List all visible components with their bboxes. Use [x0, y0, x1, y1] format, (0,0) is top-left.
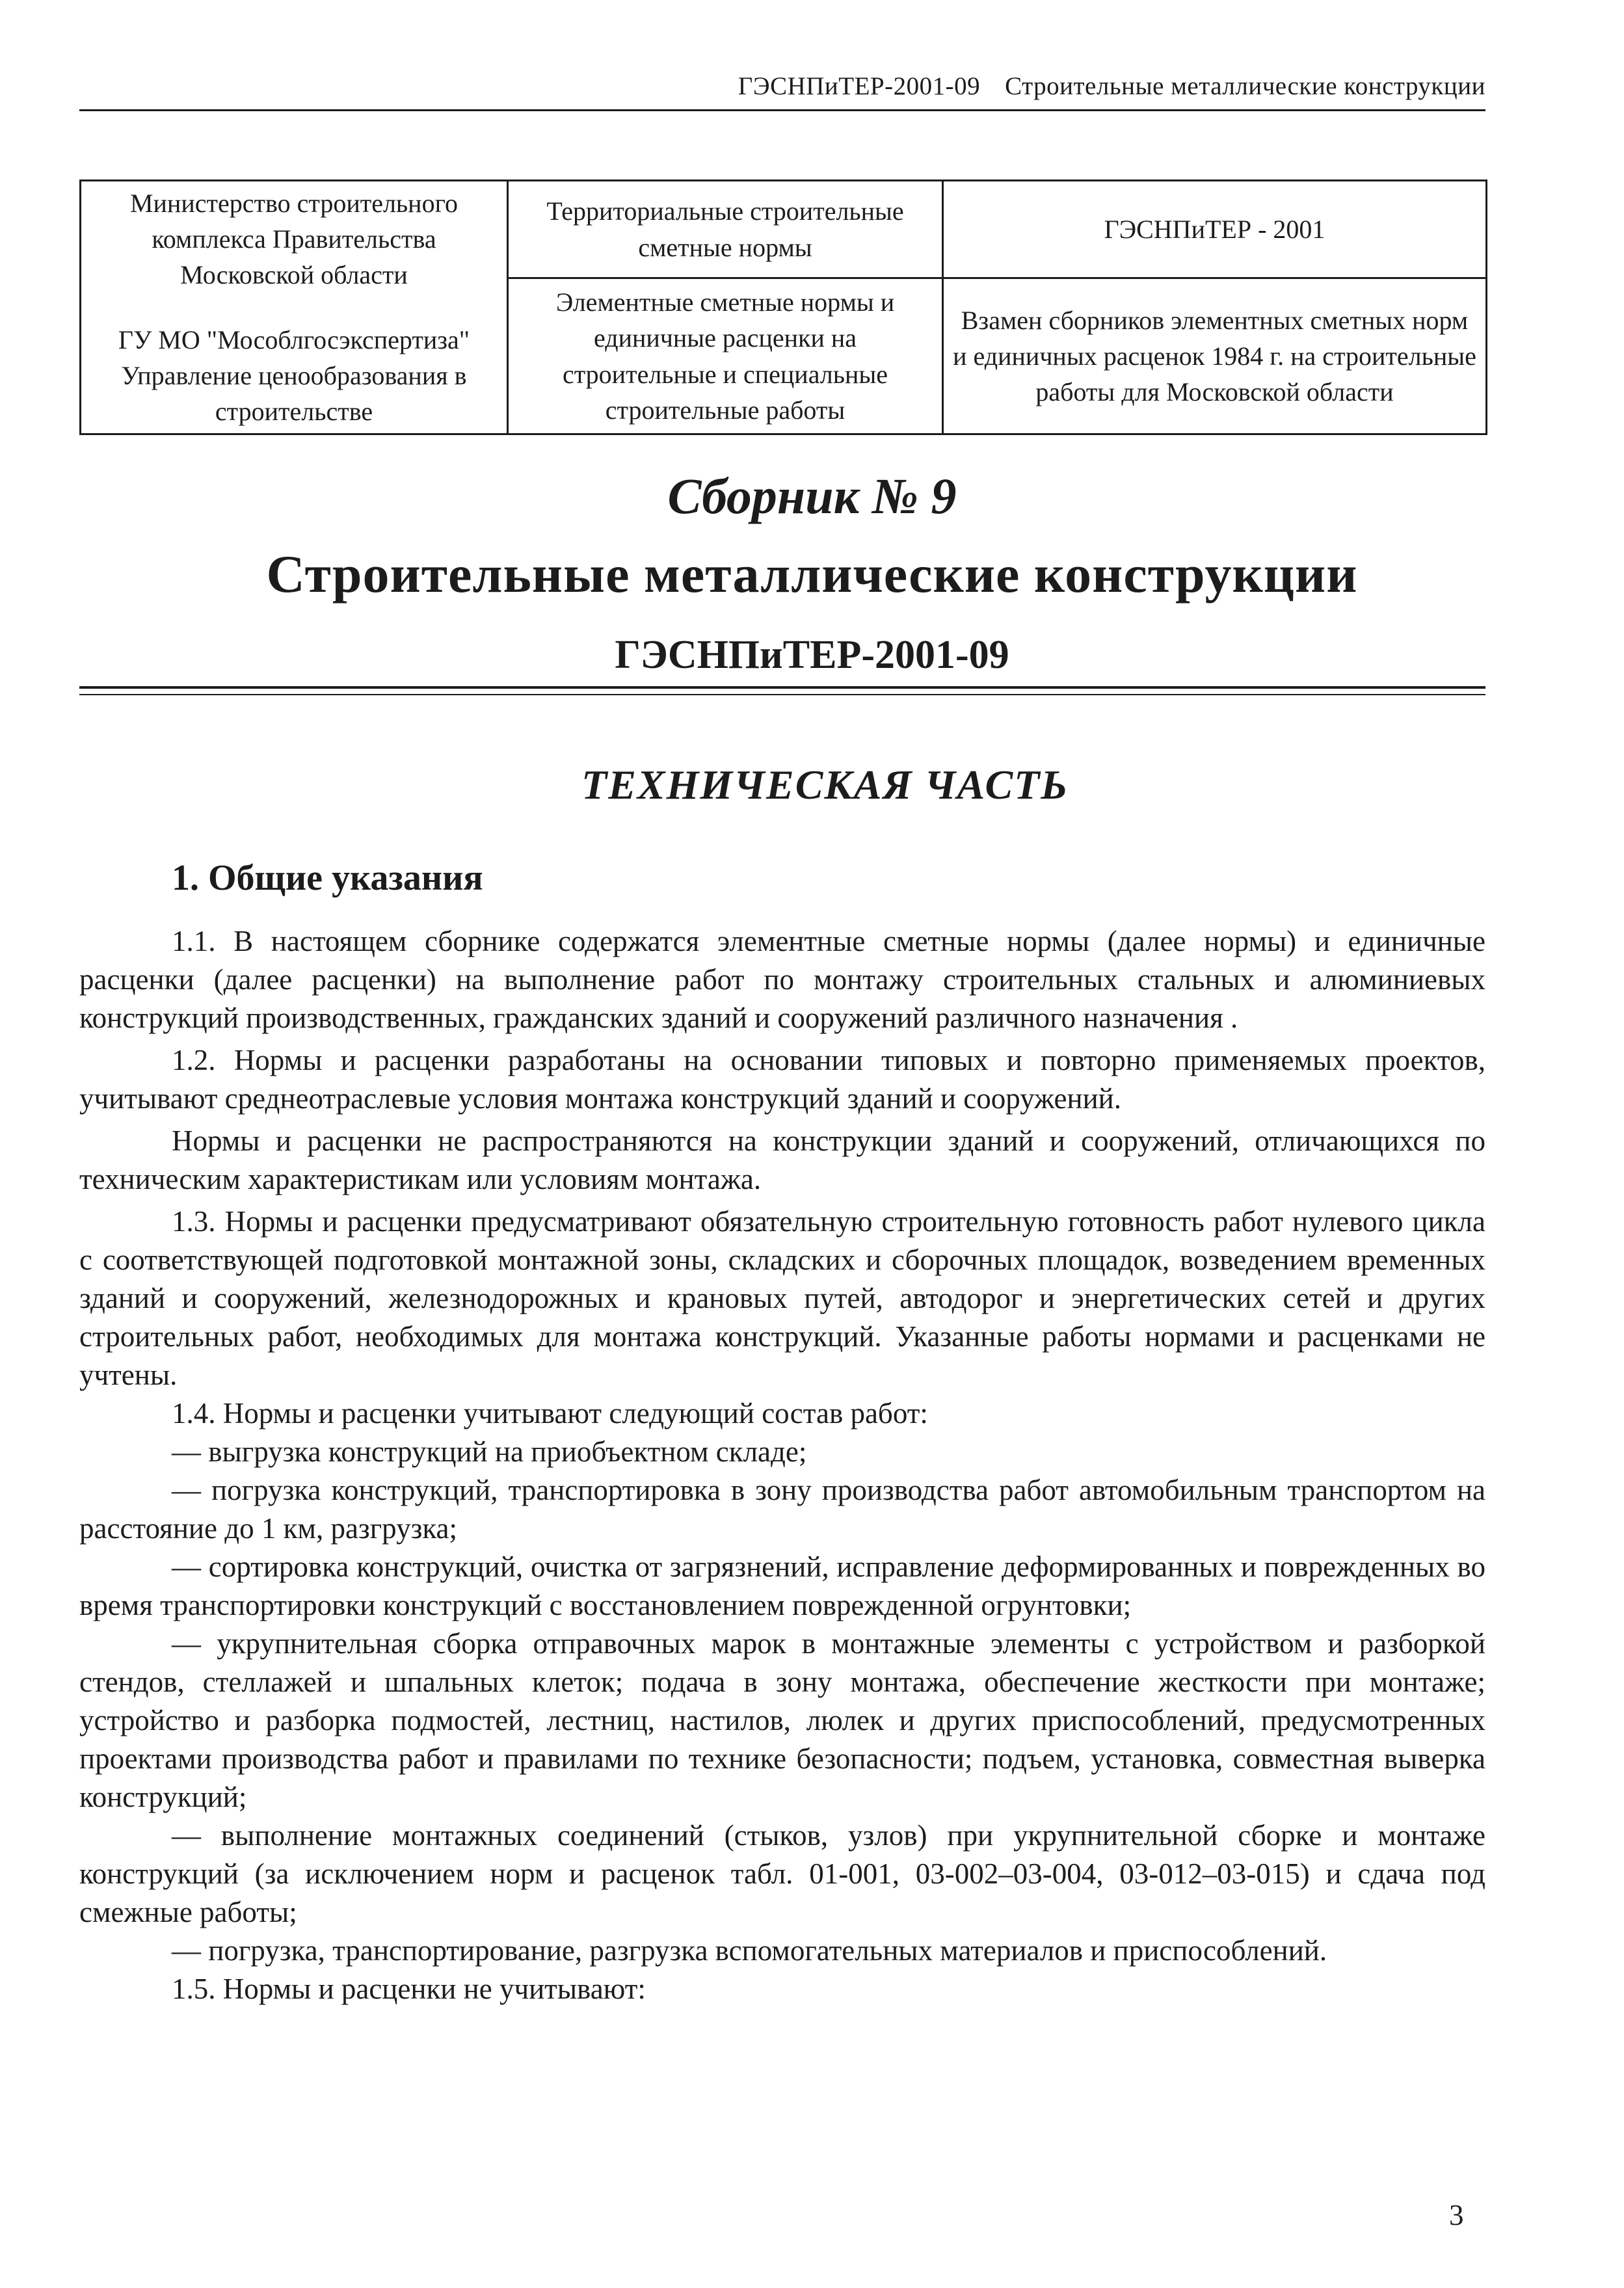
collection-code: ГЭСНПиТЕР-2001-09 [615, 633, 1009, 677]
header-code: ГЭСНПиТЕР-2001-09 [738, 72, 981, 100]
paragraph: 1.5. Нормы и расценки не учитывают: [172, 1973, 646, 2005]
norms-description-cell: Элементные сметные нормы и единичные расценки на строительные и специальные строительные работы [508, 278, 943, 434]
header-subject: Строительные металлические конструкции [1005, 72, 1485, 100]
paragraph: Нормы и расценки не распространяются на конструкции зданий и сооружений, отличающихся по техническим характеристикам или условиям монтажа. [79, 1124, 1485, 1195]
list-item: — сортировка конструкций, очистка от загрязнений, исправление деформированных и поврежденных во время транспортировки конструкций с восстановлением поврежденной огрунтовки; [79, 1550, 1485, 1621]
list-item: — погрузка, транспортирование, разгрузка вспомогательных материалов и приспособлений. [172, 1934, 1327, 1967]
expertise-text: ГУ МО "Мособлгосэкспертиза" Управление ценообразования в строительстве [118, 325, 470, 426]
list-item: — погрузка конструкций, транспортировка в зону производства работ автомобильным транспортом на расстояние до 1 км, разгрузка; [79, 1474, 1485, 1545]
norms-type-cell: Территориальные строительные сметные нормы [508, 181, 943, 278]
list-item: — выполнение монтажных соединений (стыков, узлов) при укрупнительной сборке и монтаже конструкций (за исключением норм и расценок табл. 01-001, 03-002–03-004, 03-012–03-015) и сдача под смежные работы; [79, 1819, 1485, 1928]
list-item: — укрупнительная сборка отправочных марок в монтажные элементы с устройством и разборкой стендов, стеллажей и шпальных клеток; подача в зону монтажа, обеспечение жесткости при монтаже; устройство и разборка подмостей, лестниц, настилов, люлек и других приспособлений, предусмотренных проектами производства работ и правилами по технике безопасности; подъем, установка, совместная выверка конструкций; [79, 1627, 1485, 1813]
paragraph: 1.2. Нормы и расценки разработаны на основании типовых и повторно применяемых проектов, учитывают среднеотраслевые условия монтажа конструкций зданий и сооружений. [79, 1044, 1485, 1115]
body-text [79, 922, 1485, 2008]
subsection-heading: 1. Общие указания [172, 858, 483, 898]
collection-number: Сборник № 9 [667, 468, 957, 524]
section-heading: ТЕХНИЧЕСКАЯ ЧАСТЬ [581, 762, 1069, 808]
title-double-rule [79, 686, 1485, 695]
replacement-note-cell: Взамен сборников элементных сметных норм и единичных расценок 1984 г. на строительные работы для Московской области [943, 278, 1487, 434]
paragraph: 1.4. Нормы и расценки учитывают следующий состав работ: [172, 1397, 928, 1430]
header-rule [79, 109, 1485, 111]
collection-title: Строительные металлические конструкции [266, 544, 1358, 604]
paragraph: 1.3. Нормы и расценки предусматривают обязательную строительную готовность работ нулевого цикла с соответствующей подготовкой монтажной зоны, складских и сборочных площадок, возведением временных зданий и сооружений, железнодорожных и крановых путей, автодорог и энергетических сетей и других строительных работ, необходимых для монтажа конструкций. Указанные работы нормами и расценками не учтены. [79, 1205, 1485, 1391]
ministry-text: Министерство строительного комплекса Правительства Московской области [129, 188, 458, 290]
paragraph: 1.1. В настоящем сборнике содержатся элементные сметные нормы (далее нормы) и единичные расценки (далее расценки) на выполнение работ по монтажу строительных стальных и алюминиевых конструкций производственных, гражданских зданий и сооружений различного назначения . [79, 925, 1485, 1034]
norms-code-cell: ГЭСНПиТЕР - 2001 [943, 181, 1487, 278]
list-item: — выгрузка конструкций на приобъектном складе; [172, 1435, 807, 1468]
page-number: 3 [1449, 2199, 1464, 2231]
running-header [79, 72, 1485, 101]
issuer-cell [81, 181, 508, 434]
info-table [79, 180, 1487, 435]
